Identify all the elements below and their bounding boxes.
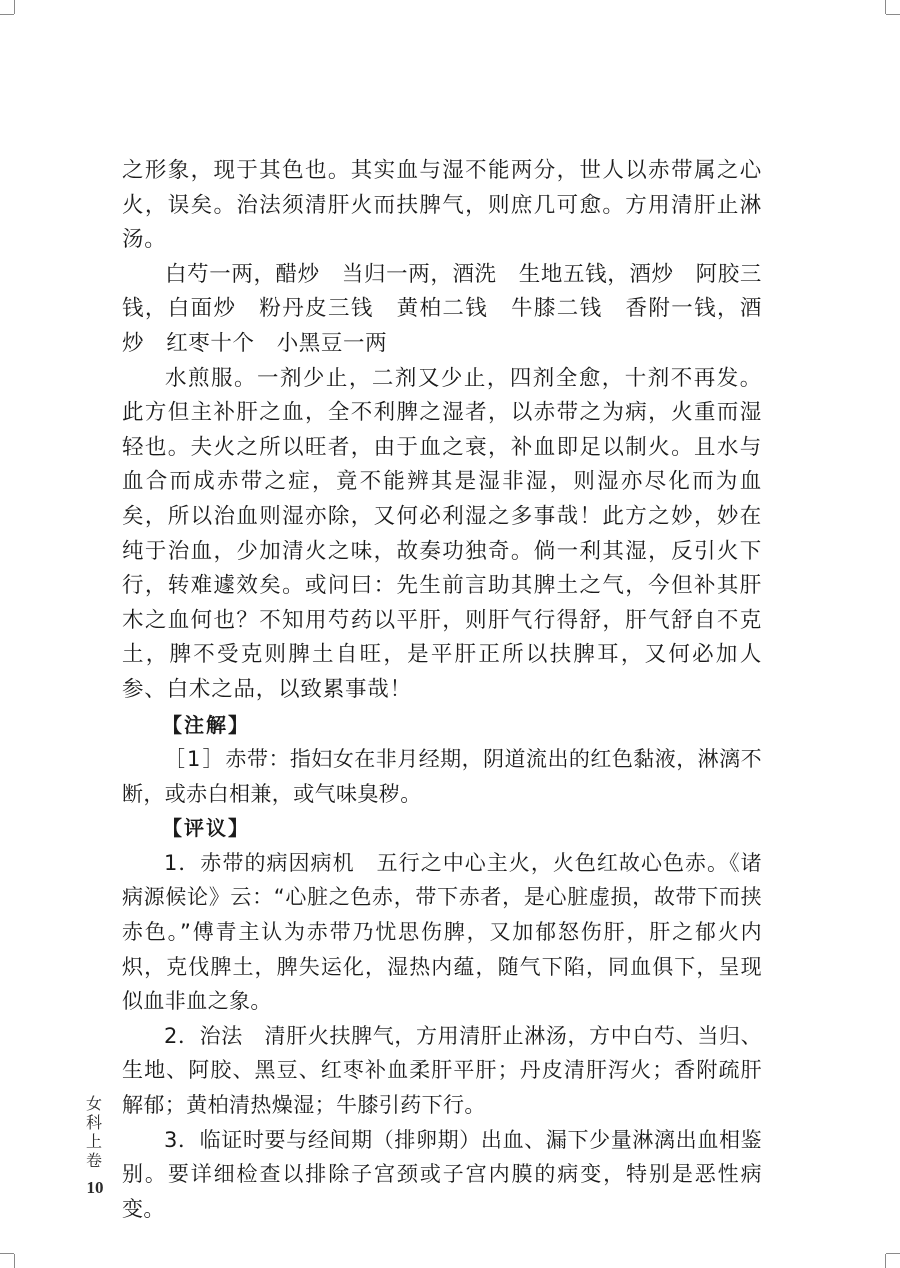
- footnote-marker: ［1］: [164, 747, 226, 772]
- side-label-char: 上: [85, 1132, 102, 1151]
- main-paragraph-1: 之形象，现于其色也。其实血与湿不能两分，世人以赤带属之心火，误矣。治法须清肝火而扶脾气，则庶几可愈。方用清肝止淋汤。: [122, 158, 762, 253]
- crop-mark: [885, 0, 886, 14]
- crop-mark: [14, 1254, 15, 1268]
- annotation-heading: 【注解】: [162, 712, 250, 737]
- crop-mark: [0, 1253, 14, 1254]
- side-label-char: 科: [85, 1113, 102, 1132]
- main-paragraph-2: 水煎服。一剂少止，二剂又少止，四剂全愈，十剂不再发。此方但主补肝之血，全不利脾之湿者，以赤带之为病，火重而湿轻也。夫火之所以旺者，由于血之衰，补血即足以制火。且水与血合而成赤带之症，竟不能辨其是湿非湿，则湿亦尽化而为血矣，所以治血则湿亦除，又何必利湿之多事哉！此方之妙，妙在纯于治血，少加清火之味，故奏功独奇。倘一利其湿，反引火下行，转难遽效矣。或问曰：先生前言助其脾土之气，今但补其肝木之血何也？不知用芍药以平肝，则肝气行得舒，肝气舒自不克土，脾不受克则脾土自旺，是平肝正所以扶脾耳，又何必加人参、白术之品，以致累事哉！: [122, 365, 762, 702]
- page-number: 10: [86, 1178, 104, 1197]
- formula-ingredients: 白芍一两，醋炒 当归一两，酒洗 生地五钱，酒炒 阿胶三钱，白面炒 粉丹皮三钱 黄柏二钱 牛膝二钱 香附一钱，酒炒 红枣十个 小黑豆一两: [122, 261, 762, 356]
- annotation-note-1: [122, 742, 762, 811]
- review-item-2: 2．治法 清肝火扶脾气，方用清肝止淋汤，方中白芍、当归、生地、阿胶、黑豆、红枣补血柔肝平肝；丹皮清肝泻火；香附疏肝解郁；黄柏清热燥湿；牛膝引药下行。: [122, 1023, 762, 1118]
- crop-mark: [885, 1254, 886, 1268]
- side-label-char: 卷: [85, 1151, 102, 1170]
- annotation-text: 赤带：指妇女在非月经期，阴道流出的红色黏液，淋漓不断，或赤白相兼，或气味臭秽。: [122, 747, 762, 806]
- review-item-3: 3．临证时要与经间期（排卵期）出血、漏下少量淋漓出血相鉴别。要详细检查以排除子宫颈或子宫内膜的病变，特别是恶性病变。: [122, 1127, 762, 1221]
- crop-mark: [14, 0, 15, 14]
- review-heading: 【评议】: [162, 816, 250, 841]
- review-item-1: 1．赤带的病因病机 五行之中心主火，火色红故心色赤。《诸病源候论》云：“心脏之色赤，带下赤者，是心脏虚损，故带下而挟赤色。”傅青主认为赤带乃忧思伤脾，又加郁怒伤肝，肝之郁火内炽，克伐脾土，脾失运化，湿热内蕴，随气下陷，同血俱下，呈现似血非血之象。: [122, 850, 762, 1014]
- side-label-char: 女: [85, 1094, 102, 1113]
- crop-mark: [886, 1253, 900, 1254]
- crop-mark: [886, 14, 900, 15]
- page-body: [122, 154, 762, 1226]
- section-side-label: [82, 1094, 106, 1170]
- crop-mark: [0, 14, 14, 15]
